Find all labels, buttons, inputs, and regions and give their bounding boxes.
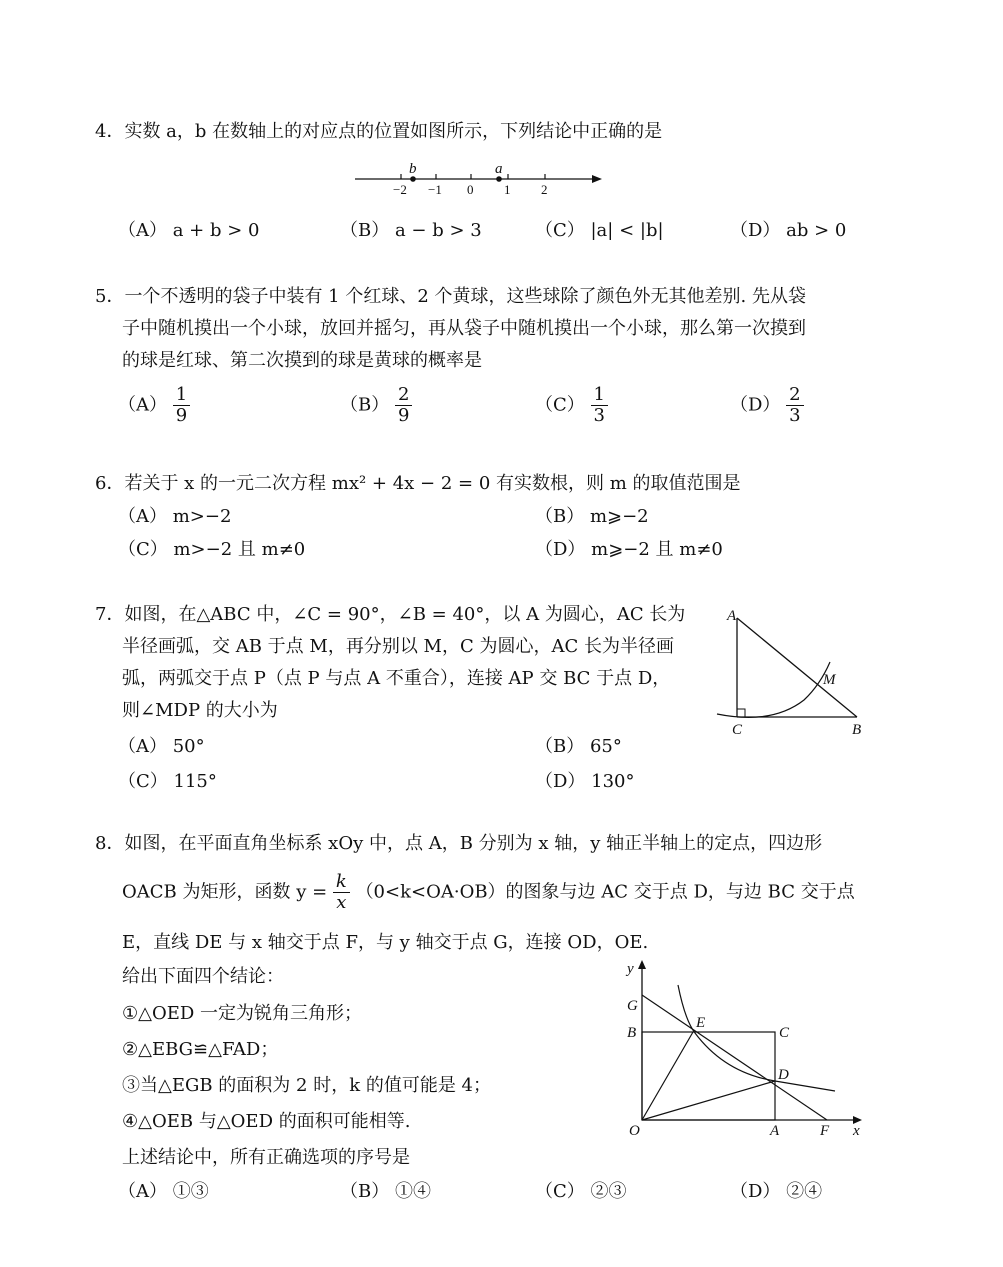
q8-conclusion-2: ②△EBG≌△FAD；: [122, 1039, 279, 1060]
tick-label: 2: [541, 182, 548, 197]
label-f: F: [820, 1123, 830, 1139]
q5-stem-line: 的球是红球、第二次摸到的球是黄球的概率是: [122, 350, 482, 371]
label-c: C: [779, 1025, 790, 1041]
tick-label: −2: [393, 182, 407, 197]
q8-option-c[interactable]: （C） ②③: [535, 1181, 627, 1202]
q8-option-d[interactable]: （D） ②④: [730, 1181, 823, 1202]
label-m: M: [823, 672, 836, 688]
fraction: $\frac{1}{9}$: [173, 385, 190, 426]
option-label: （A）: [118, 394, 167, 416]
label-a: A: [770, 1123, 780, 1139]
q5-option-b[interactable]: [340, 385, 412, 426]
option-label: （D）: [730, 394, 781, 416]
q7-option-d[interactable]: （D） 130°: [535, 771, 635, 792]
option-label: （B）: [340, 394, 390, 416]
q6-option-d[interactable]: （D） m⩾−2 且 m≠0: [535, 539, 723, 560]
label-g: G: [627, 998, 638, 1014]
label-e: E: [696, 1015, 706, 1031]
label-b: B: [852, 722, 862, 738]
option-label: （C）: [535, 394, 585, 416]
q7-stem-line: 则∠MDP 的大小为: [122, 700, 278, 721]
number-line-arrow: [592, 175, 602, 183]
q7-option-b[interactable]: （B） 65°: [535, 736, 622, 757]
label-a: A: [727, 608, 737, 624]
q5-stem-line: 5．一个不透明的袋子中装有 1 个红球、2 个黄球，这些球除了颜色外无其他差别. 先从袋: [95, 286, 806, 307]
label-b: B: [627, 1025, 637, 1041]
segment-od: [642, 1081, 775, 1120]
fraction: $\frac{2}{9}$: [395, 385, 412, 426]
q8-conclusion-1: ①△OED 一定为锐角三角形；: [122, 1003, 363, 1024]
q5-option-c[interactable]: [535, 385, 608, 426]
q7-option-a[interactable]: （A） 50°: [118, 736, 205, 757]
q4-option-a[interactable]: （A） a + b > 0: [118, 220, 260, 241]
q6-option-c[interactable]: （C） m>−2 且 m≠0: [118, 539, 306, 560]
q4-option-b[interactable]: （B） a − b > 3: [340, 220, 482, 241]
q8-option-b[interactable]: （B） ①④: [340, 1181, 431, 1202]
q8-stem-line: 8．如图，在平面直角坐标系 xOy 中，点 A，B 分别为 x 轴，y 轴正半轴上的定点，四边形: [95, 833, 823, 854]
q4-stem: 4．实数 a，b 在数轴上的对应点的位置如图所示，下列结论中正确的是: [95, 121, 663, 142]
q5-stem-line: 子中随机摸出一个小球，放回并摇匀，再从袋子中随机摸出一个小球，那么第一次摸到: [122, 318, 806, 339]
q8-intro: 给出下面四个结论：: [122, 966, 284, 987]
q8-question: 上述结论中，所有正确选项的序号是: [122, 1147, 410, 1168]
q8-stem-line: E，直线 DE 与 x 轴交于点 F，与 y 轴交于点 G，连接 OD，OE.: [122, 932, 649, 953]
arc-from-c: [717, 662, 830, 717]
q6-option-a[interactable]: （A） m>−2: [118, 506, 232, 527]
q8-conclusion-3: ③当△EGB 的面积为 2 时，k 的值可能是 4；: [122, 1075, 492, 1096]
label-c: C: [732, 722, 743, 738]
q8-coordinate-figure: [615, 955, 870, 1140]
segment-ab: [737, 618, 857, 717]
hyperbola: [678, 985, 835, 1091]
tick-label: 0: [467, 182, 474, 197]
q6-stem: 6．若关于 x 的一元二次方程 mx² + 4x − 2 = 0 有实数根，则 m 的取值范围是: [95, 473, 741, 494]
q8-option-a[interactable]: （A） ①③: [118, 1181, 209, 1202]
q8-conclusion-4: ④△OEB 与△OED 的面积可能相等.: [122, 1111, 411, 1132]
q8-stem-line-2: OACB 为矩形，函数 y = $\frac{k}{x}$ （0<k<OA·OB）的图象与边 AC 交于点 D，与边 BC 交于点: [122, 871, 855, 913]
fraction: $\frac{2}{3}$: [786, 385, 803, 426]
tick-label: −1: [428, 182, 442, 197]
q7-option-c[interactable]: （C） 115°: [118, 771, 217, 792]
label-d: D: [778, 1067, 789, 1083]
q4-option-c[interactable]: （C） |a| < |b|: [535, 220, 664, 241]
right-angle-mark: [737, 709, 745, 717]
q6-option-b[interactable]: （B） m⩾−2: [535, 506, 649, 527]
label-y: y: [627, 961, 634, 977]
point-b: [410, 176, 416, 182]
point-a: [496, 176, 502, 182]
tick-label: 1: [504, 182, 511, 197]
q4-number-line: [350, 152, 610, 200]
y-axis-arrow: [638, 960, 646, 969]
q7-stem-line: 弧，两弧交于点 P（点 P 与点 A 不重合），连接 AP 交 BC 于点 D，: [122, 668, 671, 689]
q5-option-a[interactable]: [118, 385, 190, 426]
function-fraction: $\frac{k}{x}$: [333, 872, 350, 913]
label-x: x: [853, 1123, 860, 1139]
q5-option-d[interactable]: [730, 385, 804, 426]
point-a-label: a: [495, 161, 503, 177]
q7-triangle-figure: [712, 600, 872, 740]
point-b-label: b: [409, 161, 417, 177]
fraction: $\frac{1}{3}$: [591, 385, 608, 426]
q7-stem-line: 7．如图，在△ABC 中，∠C = 90°，∠B = 40°，以 A 为圆心，AC 长为: [95, 604, 686, 625]
q4-option-d[interactable]: （D） ab > 0: [730, 220, 847, 241]
label-o: O: [629, 1123, 640, 1139]
line-gf: [642, 995, 827, 1120]
q7-stem-line: 半径画弧，交 AB 于点 M，再分别以 M，C 为圆心，AC 长为半径画: [122, 636, 674, 657]
